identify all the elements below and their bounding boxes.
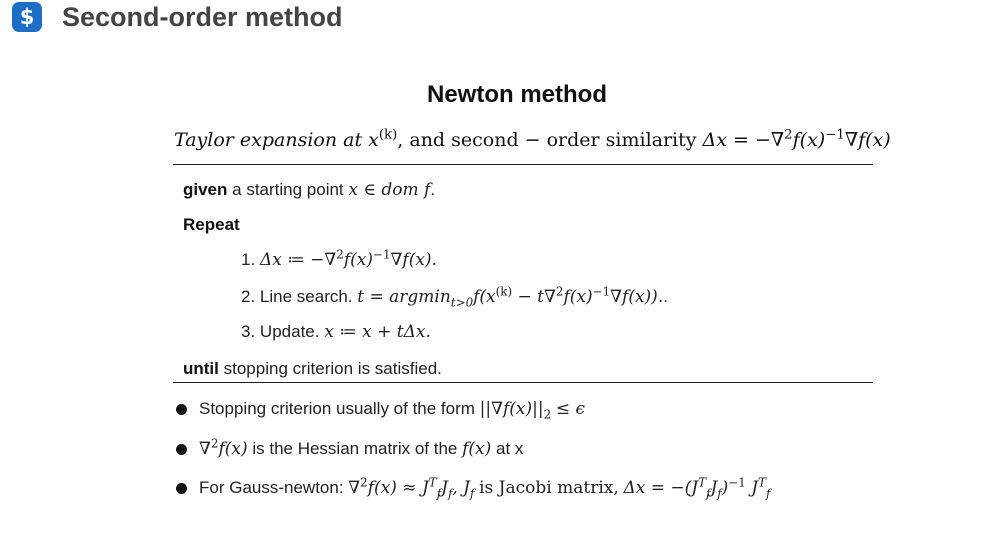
bullet-3-math3: J bbox=[441, 478, 448, 498]
subtitle-tail: f(x) bbox=[792, 129, 826, 151]
step-3-num: 3. bbox=[241, 322, 256, 341]
subtitle-formula: Δx = −∇ bbox=[702, 129, 785, 151]
step-1-num: 1. bbox=[241, 250, 256, 269]
bullet-3-sub5: f bbox=[706, 486, 711, 501]
bullet-3-math: ∇ bbox=[348, 478, 361, 498]
algorithm-title: Newton method bbox=[427, 81, 607, 108]
bullet-2-math3: f(x) bbox=[462, 439, 492, 459]
subtitle-sup2: 2 bbox=[784, 127, 793, 143]
bullet-1-math: ||∇f(x)|| bbox=[479, 399, 544, 419]
bullet-3-sub6: f bbox=[717, 486, 722, 501]
step-1-sup2: −1 bbox=[373, 247, 391, 262]
step-2-math2: f(x bbox=[473, 287, 496, 307]
page-title: Second-order method bbox=[62, 2, 343, 32]
bullet-3-sup7: −1 bbox=[728, 475, 746, 490]
bullet-3-sub2: f bbox=[436, 486, 442, 501]
step-2-sup3: −1 bbox=[592, 284, 611, 299]
step-2 bbox=[241, 284, 668, 310]
repeat-line bbox=[183, 215, 240, 235]
subtitle-taylor: Taylor expansion at x bbox=[174, 129, 379, 151]
bullet-3-sup5: T bbox=[698, 475, 707, 490]
until-line bbox=[183, 359, 442, 379]
bullet-1 bbox=[199, 399, 586, 422]
bullet-2-text2: at x bbox=[496, 439, 524, 458]
step-1 bbox=[241, 247, 437, 270]
app-logo bbox=[12, 2, 42, 32]
bullet-3-sup2: T bbox=[428, 475, 437, 490]
bullet-3-math7: ) bbox=[721, 478, 729, 498]
step-3-label: Update. bbox=[259, 322, 320, 341]
subtitle-sup-inv: −1 bbox=[825, 127, 845, 143]
bullet-2-text: is the Hessian matrix of the bbox=[252, 439, 458, 458]
step-2-num: 2. bbox=[241, 287, 256, 306]
bullet-3-math6: J bbox=[710, 478, 718, 498]
given-math: x ∈ dom f bbox=[348, 180, 431, 200]
step-2-math4: f(x) bbox=[563, 287, 593, 307]
subtitle-k: (k) bbox=[378, 127, 398, 143]
subtitle-tail2: ∇f(x) bbox=[844, 129, 891, 151]
bullet-dot bbox=[176, 444, 187, 455]
step-2-sup2: 2 bbox=[555, 284, 564, 299]
algorithm-top-rule bbox=[173, 164, 873, 165]
bullet-2-sup: 2 bbox=[210, 436, 219, 451]
step-2-math3: − t∇ bbox=[512, 287, 556, 307]
repeat-keyword: Repeat bbox=[183, 215, 240, 234]
bullet-3-sub8: f bbox=[766, 486, 771, 501]
until-keyword: until bbox=[183, 359, 219, 378]
given-line bbox=[183, 180, 435, 200]
subtitle-mid: , and second − order similarity bbox=[397, 129, 703, 151]
step-3 bbox=[241, 322, 431, 342]
given-end: . bbox=[430, 180, 436, 199]
step-2-sub: t>0 bbox=[450, 295, 474, 310]
algorithm-subtitle bbox=[174, 129, 891, 152]
algorithm-bottom-rule bbox=[173, 382, 873, 383]
bullet-3-math8: J bbox=[745, 478, 759, 498]
bullet-3 bbox=[199, 475, 771, 501]
bullet-3-math5: Δx = −(J bbox=[623, 478, 699, 498]
step-1-sup1: 2 bbox=[336, 247, 344, 262]
bullet-3-roman: is Jacobi matrix, bbox=[479, 478, 619, 498]
bullet-3-sub3: f bbox=[447, 486, 453, 501]
step-3-math: x ≔ x + tΔx. bbox=[324, 322, 431, 342]
bullet-dot bbox=[176, 404, 187, 415]
bullet-3-sup8: T bbox=[758, 475, 766, 490]
step-2-end: . bbox=[663, 287, 668, 306]
bullet-3-sup: 2 bbox=[360, 475, 368, 490]
bullet-3-math2: f(x) ≈ J bbox=[367, 478, 429, 498]
logo-glyph: $ bbox=[19, 4, 35, 29]
given-text: a starting point bbox=[232, 180, 344, 199]
bullet-3-sub4: f bbox=[469, 486, 475, 501]
step-2-math5: ∇f(x)). bbox=[610, 287, 664, 307]
bullet-2-math: ∇ bbox=[199, 439, 211, 459]
step-2-math: t = argmin bbox=[357, 287, 451, 307]
bullet-dot bbox=[176, 483, 187, 494]
bullet-2 bbox=[199, 436, 524, 459]
bullet-3-text: For Gauss-newton: bbox=[199, 478, 344, 497]
bullet-1-text: Stopping criterion usually of the form bbox=[199, 399, 475, 418]
step-2-sup1: (k) bbox=[495, 284, 513, 299]
step-2-label: Line search. bbox=[259, 287, 353, 306]
bullet-1-sub: 2 bbox=[543, 407, 552, 422]
step-1-math2: f(x) bbox=[343, 250, 374, 270]
step-1-math: Δx ≔ −∇ bbox=[259, 250, 337, 270]
bullet-2-math2: f(x) bbox=[218, 439, 248, 459]
step-1-math3: ∇f(x). bbox=[390, 250, 437, 270]
bullet-1-math2: ≤ ϵ bbox=[555, 399, 586, 419]
bullet-3-math4: , J bbox=[452, 478, 470, 498]
until-text: stopping criterion is satisfied. bbox=[223, 359, 442, 378]
given-keyword: given bbox=[183, 180, 228, 199]
